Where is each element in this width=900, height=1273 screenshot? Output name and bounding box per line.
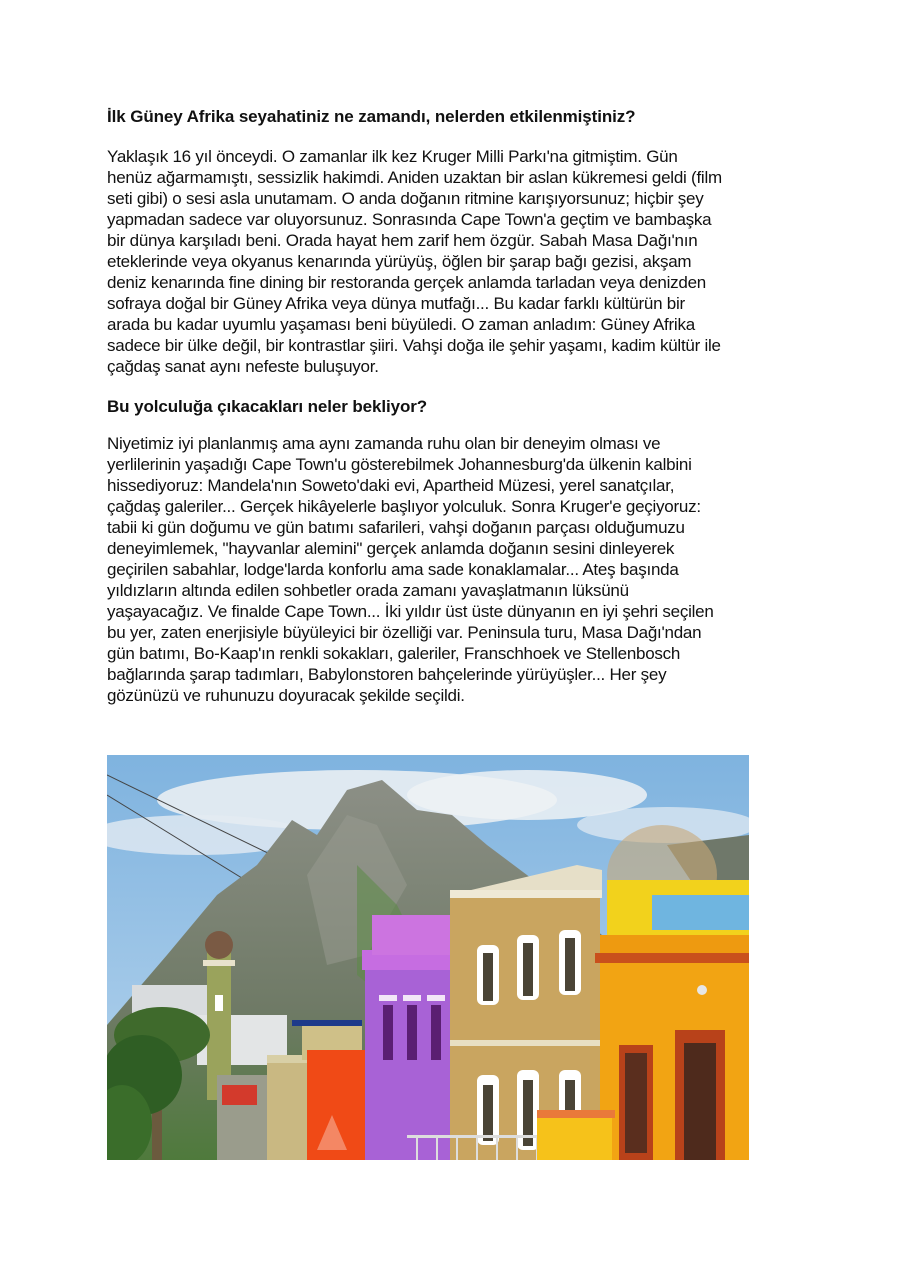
text-line: hissediyoruz: Mandela'nın Soweto'daki evi, Apartheid Müzesi, yerel sanatçılar,	[107, 476, 675, 495]
text-line: deniz kenarında fine dining bir restoranda gerçek anlamda tarladan veya denizden	[107, 273, 707, 292]
text-line: bu yer, zaten enerjisiyle büyüleyici bir özelliği var. Peninsula turu, Masa Dağı'ndan	[107, 623, 702, 642]
text-line: tabii ki gün doğumu ve gün batımı safarileri, vahşi doğanın parçası olduğumuzu	[107, 518, 685, 537]
text-line: eteklerinde veya okyanus kenarında yürüyüş, öğlen bir şarap bağı gezisi, akşam	[107, 252, 692, 271]
text-line: seti gibi) o sesi asla unutamam. O anda doğanın ritmine karışıyorsunuz; hiçbir şey	[107, 189, 704, 208]
paragraph-first-trip	[107, 146, 722, 377]
text-line: çağdaş sanat aynı nefeste buluşuyor.	[107, 357, 379, 376]
bo-kaap-photo	[107, 755, 749, 1160]
text-line: bir dünya karşıladı beni. Orada hayat hem zarif hem özgür. Sabah Masa Dağı'nın	[107, 231, 698, 250]
text-line: yıldızların altında edilen sohbetler orada zamanı yavaşlatmanın lüksünü	[107, 581, 629, 600]
text-line: bağlarında şarap tadımları, Babylonstoren bahçelerinde yürüyüşler... Her şey	[107, 665, 667, 684]
text-line: yapmadan sadece var oluyorsunuz. Sonrasında Cape Town'a geçtim ve bambaşka	[107, 210, 712, 229]
text-line: yerlilerinin yaşadığı Cape Town'u gösterebilmek Johannesburg'da ülkenin kalbini	[107, 455, 692, 474]
text-line: Niyetimiz iyi planlanmış ama aynı zamanda ruhu olan bir deneyim olması ve	[107, 434, 661, 453]
text-line: geçirilen sabahlar, lodge'larda konforlu ama sade konaklamalar... Ateş başında	[107, 560, 679, 579]
text-line: gün batımı, Bo-Kaap'ın renkli sokakları, galeriler, Franschhoek ve Stellenbosch	[107, 644, 681, 663]
section-heading-first-trip: İlk Güney Afrika seyahatiniz ne zamandı, nelerden etkilenmiştiniz?	[107, 107, 636, 126]
paragraph-what-awaits	[107, 433, 714, 706]
text-line: sadece bir ülke değil, bir kontrastlar şiiri. Vahşi doğa ile şehir yaşamı, kadim kültür ile	[107, 336, 721, 355]
text-line: Yaklaşık 16 yıl önceydi. O zamanlar ilk kez Kruger Milli Parkı'na gitmiştim. Gün	[107, 147, 678, 166]
text-line: henüz ağarmamıştı, sessizlik hakimdi. Aniden uzaktan bir aslan kükremesi geldi (film	[107, 168, 722, 187]
text-line: yaşayacağız. Ve finalde Cape Town... İki yıldır üst üste dünyanın en iyi şehri seçilen	[107, 602, 714, 621]
text-line: sofraya doğal bir Güney Afrika veya dünya mutfağı... Bu kadar farklı kültürün bir	[107, 294, 685, 313]
text-line: arada bu kadar uyumlu yaşaması beni büyüledi. O zaman anladım: Güney Afrika	[107, 315, 695, 334]
section-heading-what-awaits: Bu yolculuğa çıkacakları neler bekliyor?	[107, 397, 428, 416]
text-line: çağdaş galeriler... Gerçek hikâyelerle başlıyor yolculuk. Sonra Kruger'e geçiyoruz:	[107, 497, 701, 516]
text-line: deneyimlemek, "hayvanlar alemini" gerçek anlamda doğanın sesini dinleyerek	[107, 539, 675, 558]
text-line: gözünüzü ve ruhunuzu doyuracak şekilde seçildi.	[107, 686, 465, 705]
